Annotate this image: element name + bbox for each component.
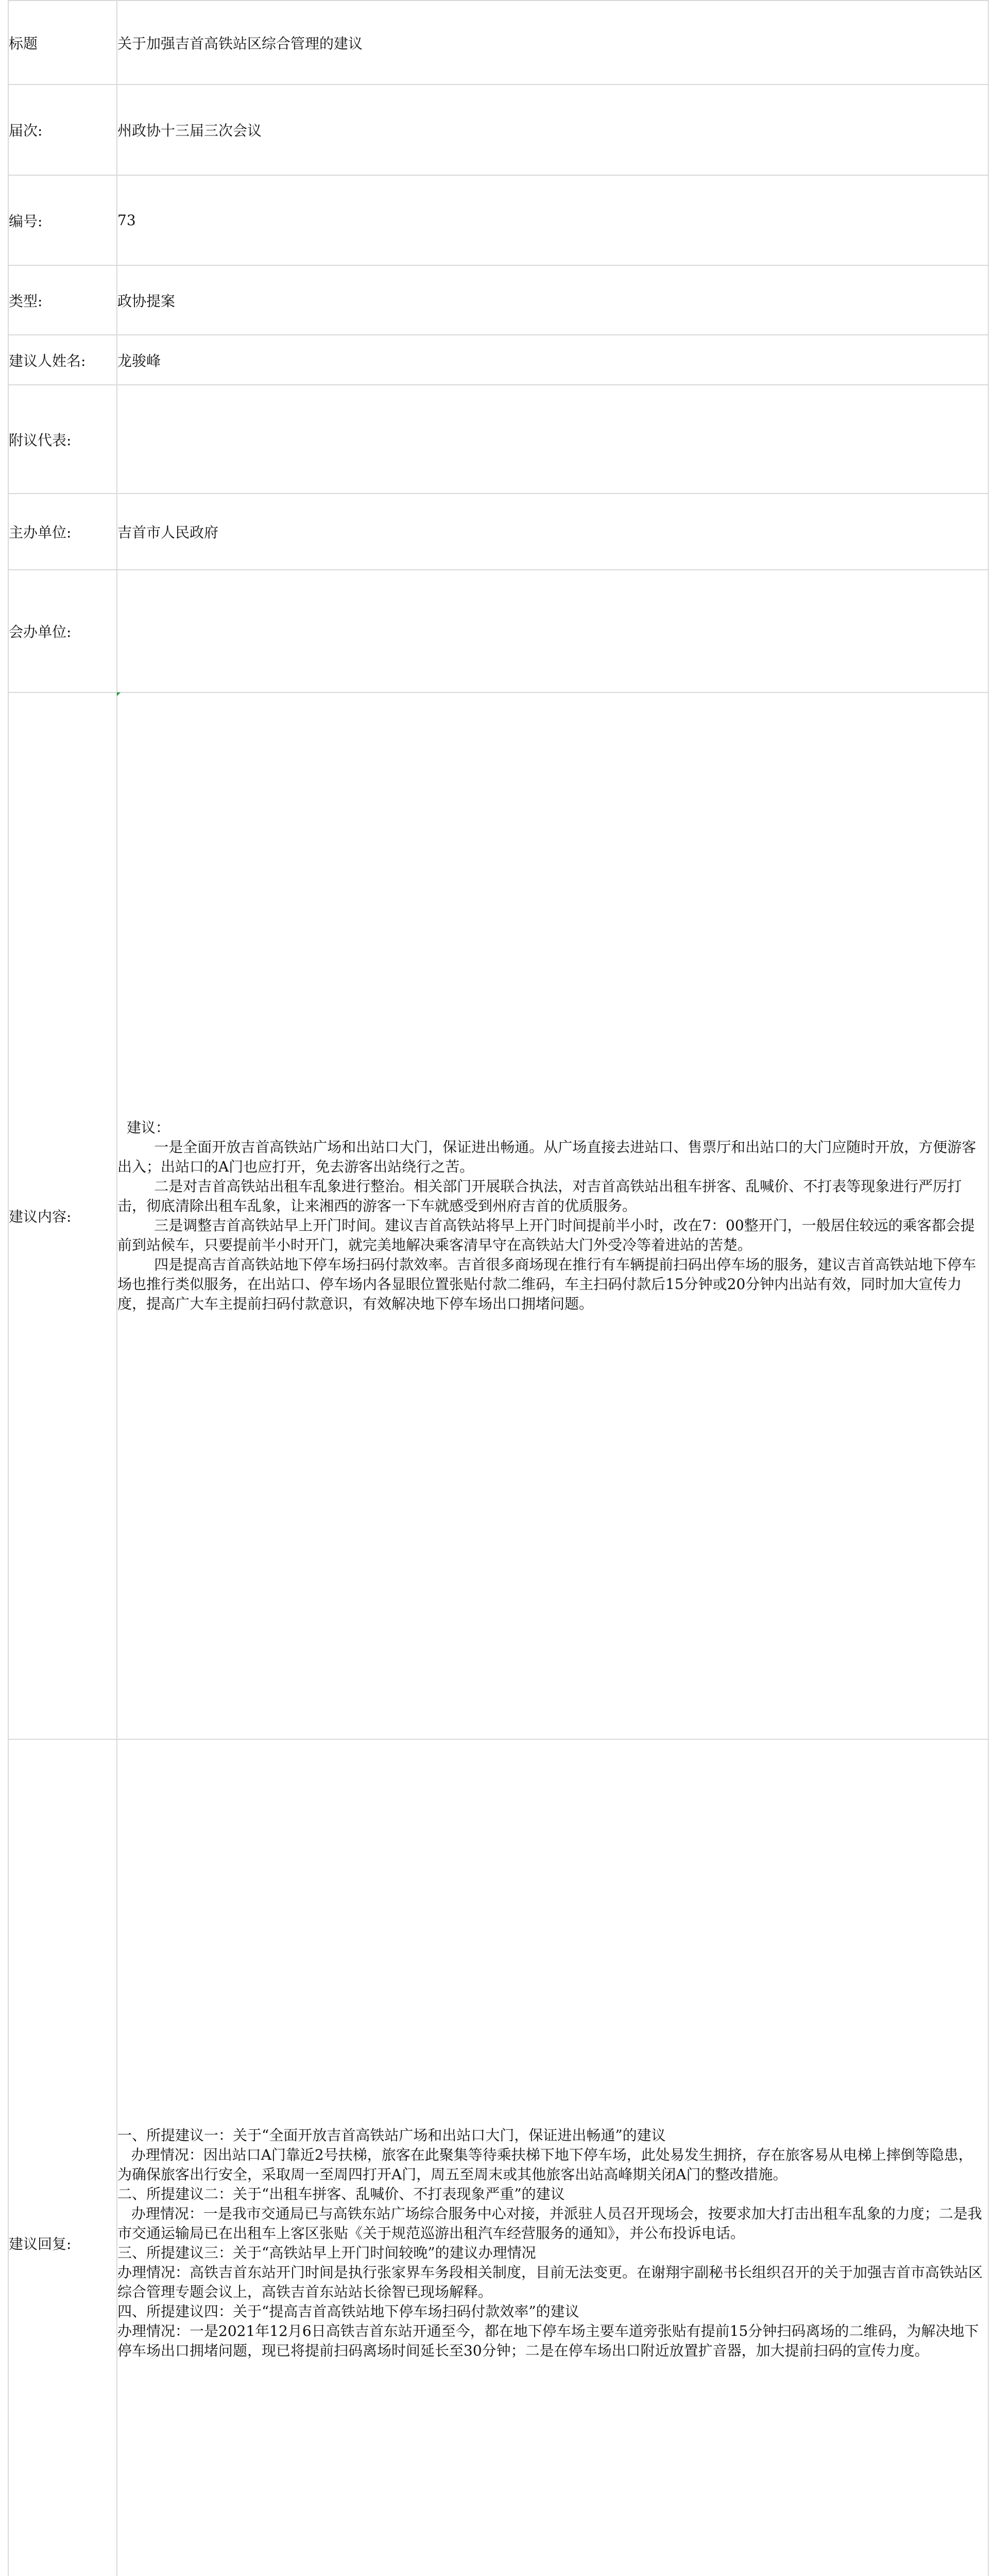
row-seconders: [8, 385, 988, 494]
session-label: 届次:: [8, 84, 117, 175]
row-reply: [8, 1739, 988, 2576]
proposal-table: [8, 0, 989, 2576]
title-label: 标题: [8, 1, 117, 84]
content-text: 建议： 一是全面开放吉首高铁站广场和出站口大门，保证进出畅通。从广场直接去进站口、售票厅和出站口的大门应随时开放，方便游客出入；出站口的A门也应打开，免去游客出站绕行之苦。 二是对吉首高铁站出租车乱象进行整治。相关部门开展联合执法，对吉首高铁站出租车拼客、乱喊价、不打表等现象进行严厉打击，彻底清除出租车乱象，让来湘西的游客一下车就感受到州府吉首的优质服务。 三是调整吉首高铁站早上开门时间。建议吉首高铁站将早上开门时间提前半小时，改在7：00整开门，一般居住较远的乘客都会提前到站候车，只要提前半小时开门，就完美地解决乘客清早守在高铁站大门外受冷等着进站的苦楚。 四是提高吉首高铁站地下停车场扫码付款效率。吉首很多商场现在推行有车辆提前扫码出停车场的服务，建议吉首高铁站地下停车场也推行类似服务，在出站口、停车场内各显眼位置张贴付款二维码，车主扫码付款后15分钟或20分钟内出站有效，同时加大宣传力度，提高广大车主提前扫码付款意识，有效解决地下停车场出口拥堵问题。: [117, 1119, 976, 1312]
co-unit-label: 会办单位:: [8, 570, 117, 692]
reply-text: 一、所提建议一：关于“全面开放吉首高铁站广场和出站口大门，保证进出畅通”的建议 办理情况：因出站口A门靠近2号扶梯，旅客在此聚集等待乘扶梯下地下停车场，此处易发生拥挤，存在旅客易从电梯上摔倒等隐患，为确保旅客出行安全，采取周一至周四打开A门，周五至周末或其他旅客出站高峰期关闭A门的整改措施。 二、所提建议二：关于“出租车拼客、乱喊价、不打表现象严重”的建议 办理情况：一是我市交通局已与高铁东站广场综合服务中心对接，并派驻人员召开现场会，按要求加大打击出租车乱象的力度；二是我市交通运输局已在出租车上客区张贴《关于规范巡游出租汽车经营服务的通知》，并公布投诉电话。 三、所提建议三：关于“高铁站早上开门时间较晚”的建议办理情况 办理情况：高铁吉首东站开门时间是执行张家界车务段相关制度，目前无法变更。在谢翔宇副秘书长组织召开的关于加强吉首市高铁站区综合管理专题会议上，高铁吉首东站站长徐智已现场解释。 四、所提建议四：关于“提高吉首高铁站地下停车场扫码付款效率”的建议 办理情况：一是2021年12月6日高铁吉首东站开通至今，都在地下停车场主要车道旁张贴有提前15分钟扫码离场的二维码，为解决地下停车场出口拥堵问题，现已将提前扫码离场时间延长至30分钟；二是在停车场出口附近放置扩音器，加大提前扫码的宣传力度。: [117, 2127, 983, 2359]
host-unit-value: 吉首市人民政府: [117, 494, 988, 570]
number-value: 73: [117, 175, 988, 265]
cell-comment-marker: [117, 692, 121, 696]
seconders-label: 附议代表:: [8, 385, 117, 494]
proposer-label: 建议人姓名:: [8, 335, 117, 385]
title-value: 关于加强吉首高铁站区综合管理的建议: [117, 1, 988, 84]
session-value: 州政协十三届三次会议: [117, 84, 988, 175]
row-title: [8, 1, 988, 84]
row-proposal-content: [8, 692, 988, 1739]
co-unit-value: [117, 570, 988, 692]
row-co-unit: [8, 570, 988, 692]
number-label: 编号:: [8, 175, 117, 265]
seconders-value: [117, 385, 988, 494]
host-unit-label: 主办单位:: [8, 494, 117, 570]
row-proposer: [8, 335, 988, 385]
type-label: 类型:: [8, 265, 117, 335]
row-session: [8, 84, 988, 175]
proposer-value: 龙骏峰: [117, 335, 988, 385]
row-host-unit: [8, 494, 988, 570]
row-type: [8, 265, 988, 335]
type-value: 政协提案: [117, 265, 988, 335]
content-label: 建议内容:: [8, 692, 117, 1739]
row-number: [8, 175, 988, 265]
reply-label: 建议回复:: [8, 1739, 117, 2576]
